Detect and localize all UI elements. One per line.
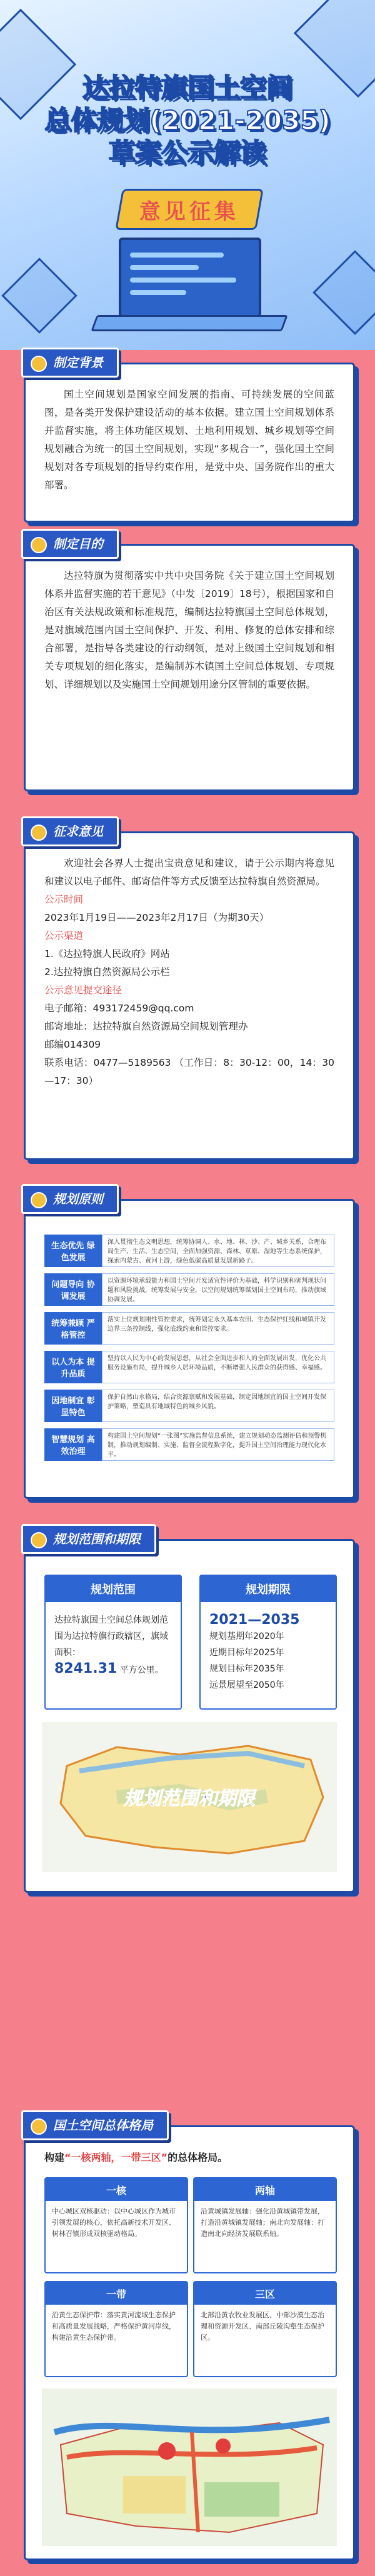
principles-table [44, 1235, 334, 1467]
address-text: 邮寄地址：达拉特旗自然资源局空间规划管理办 [44, 1021, 248, 1032]
opinion-badge-label: 意见征集 [139, 199, 239, 224]
laptop-base [91, 315, 288, 331]
period-range: 2021—2035 [209, 1612, 300, 1628]
period-base: 规划基期年2020年 [209, 1631, 284, 1641]
belt-head: 一带 [46, 2282, 187, 2305]
pattern-lead-suffix: 的总体格局。 [168, 2152, 228, 2163]
core-panel [44, 2177, 188, 2273]
opinion-badge [115, 189, 264, 230]
background-card [24, 363, 355, 523]
scope-area: 8241.31 [54, 1661, 118, 1676]
principle-name: 以人为本 提升品质 [44, 1351, 102, 1383]
laptop-screen [119, 238, 261, 318]
section-title: 国土空间总体格局 [53, 2118, 153, 2133]
zones-text: 北部沿黄农牧业发展区、中部沙漠生态治理和资源开发区、南部丘陵沟壑生态保护区。 [201, 2311, 324, 2342]
section-title: 规划范围和期限 [53, 1531, 141, 1546]
feedback-card [24, 831, 355, 1160]
laptop-illustration [94, 238, 281, 338]
belt-panel [44, 2281, 188, 2377]
submit-label: 公示意见提交途径 [44, 985, 122, 996]
zones-head: 三区 [194, 2282, 336, 2305]
section-title: 规划原则 [53, 1191, 103, 1206]
section-header-pattern [21, 2110, 169, 2140]
bullet-icon [31, 1532, 47, 1548]
map-label: 规划范围和期限 [124, 1788, 255, 1810]
scope-card [24, 1539, 355, 1893]
core-text: 中心城区双核驱动：以中心城区作为城市引领发展的核心，依托高新技术开发区、树林召镇形成双核驱动格局。 [52, 2207, 176, 2238]
scope-head: 规划范围 [46, 1576, 181, 1602]
time-label: 公示时间 [44, 894, 84, 905]
section-header-background [21, 348, 119, 378]
bullet-icon [31, 356, 47, 372]
hero-banner [0, 0, 375, 350]
principle-row [44, 1351, 334, 1383]
purpose-text: 达拉特旗为贯彻落实中共中央国务院《关于建立国土空间规划体系并监督实施的若干意见》（中发〔2019〕18号），根据国家和自治区有关法规政策和标准规范，编制达拉特旗国土空间总体规划，是对旗域范围内国土空间保护、开发、利用、修复的总体安排和综合部署，是指导各类建设的行动纲领，是对上级国土空间规划和相关专项规划的细化落实，是编制苏木镇国土空间总体规划、专项规划、详细规划以及实施国土空间规划用途分区管制的重要依据。 [44, 570, 334, 690]
postcode-text: 邮编014309 [44, 1039, 101, 1050]
section-title: 征求意见 [53, 824, 103, 839]
principle-desc: 深入贯彻生态文明思想，统筹协调人、水、地、林、沙、产、城乡关系，合理布局生产、生活、生态空间，全面加强资源、森林、草原、湿地等生态系统保护，探索内蒙古、黄河上游，绿色低碳高质量发展新路子。 [102, 1235, 334, 1267]
channel-notice-board: 2.达拉特旗自然资源局公示栏 [44, 966, 170, 978]
bullet-icon [31, 2118, 47, 2135]
zones-panel [193, 2281, 337, 2377]
pattern-lead [44, 2150, 228, 2164]
scope-unit: 平方公里。 [119, 1665, 164, 1675]
principle-name: 智慧规划 高效治理 [44, 1428, 102, 1461]
principle-name: 生态优先 绿色发展 [44, 1235, 102, 1267]
principle-desc: 以资源环境承载能力和国土空间开发适宜性评价为基础，科学识别和研判现状问题和风险挑战，统筹发展与安全，以空间规划统筹谋划国土空间布局，推动旗域协调发展。 [102, 1273, 334, 1306]
bullet-icon [31, 1192, 47, 1208]
principle-desc: 落实上位规划刚性管控要求，统筹划定永久基本农田、生态保护红线和城镇开发边界三条控制线，强化底线约束和管控要求。 [102, 1312, 334, 1345]
pattern-map [42, 2388, 337, 2546]
axes-text: 沿黄城镇发展轴：强化沿黄城镇带发展，打造沿黄城镇发展轴；南北向发展轴：打造南北向经济发展联系轴。 [201, 2207, 324, 2238]
section-header-principles [21, 1184, 119, 1214]
page-title-line3: 草案公示解读 [108, 138, 266, 168]
bullet-icon [31, 824, 47, 841]
principle-name: 因地制宜 彰显特色 [44, 1390, 102, 1422]
scope-text: 达拉特旗国土空间总体规划范围为达拉特旗行政辖区，旗域面积： [54, 1615, 168, 1658]
principle-row [44, 1312, 334, 1345]
email-text[interactable]: 电子邮箱：493172459@qq.com [44, 1003, 194, 1014]
purpose-card [24, 544, 355, 791]
section-header-purpose [21, 529, 119, 559]
principle-name: 统筹兼顾 严格管控 [44, 1312, 102, 1345]
axes-panel [193, 2177, 337, 2273]
period-vision: 远景展望至2050年 [209, 1680, 284, 1690]
principle-desc: 构建国土空间规划“一张图”实施监督信息系统，建立规划动态监测评估和预警机制，推动规划编制、实施、监督全流程数字化，提升国土空间治理能力现代化水平。 [102, 1428, 334, 1461]
principle-desc: 坚持以人民为中心的发展思想，从社会全面进步和人的全面发展出发，优化公共服务设施布局，提升城乡人居环境品质，不断增强人民群众的获得感、幸福感。 [102, 1351, 334, 1383]
belt-text: 沿黄生态保护带：落实黄河流域生态保护和高质量发展战略，严格保护黄河岸线，构建沿黄生态保护带。 [52, 2311, 176, 2342]
section-header-scope [21, 1524, 156, 1554]
page-title-line1: 达拉特旗国土空间 [82, 73, 292, 103]
period-head: 规划期限 [201, 1576, 336, 1602]
principle-desc: 保护自然山水格局，结合资源禀赋和发展基础，制定因地制宜的国土空间开发保护策略，塑造具有地域特色的城乡风貌。 [102, 1390, 334, 1422]
section-title: 制定背景 [53, 355, 103, 370]
principle-row [44, 1390, 334, 1422]
channel-website[interactable]: 1.《达拉特旗人民政府》网站 [44, 948, 170, 960]
phone-text: 联系电话：0477—5189563 （工作日：8：30-12：00，14：30—17：30） [44, 1057, 334, 1086]
section-header-feedback [21, 816, 119, 846]
pattern-lead-highlight: “一核两轴，一带三区” [64, 2152, 168, 2163]
feedback-intro: 欢迎社会各界人士提出宝贵意见和建议，请于公示期内将意见和建议以电子邮件、邮寄信件等方式反馈至达拉特旗自然资源局。 [44, 858, 334, 887]
scope-panel [44, 1575, 182, 1710]
section-title: 制定目的 [53, 536, 103, 551]
scope-map [42, 1722, 337, 1872]
principle-row [44, 1273, 334, 1306]
period-panel [199, 1575, 337, 1710]
pattern-lead-prefix: 构建 [44, 2152, 65, 2163]
decor-cube [1, 258, 78, 334]
bullet-icon [31, 537, 47, 553]
principle-row [44, 1235, 334, 1267]
pattern-card [24, 2125, 355, 2560]
time-value: 2023年1月19日——2023年2月17日（为期30天） [44, 912, 269, 923]
period-near: 近期目标年2025年 [209, 1648, 284, 1658]
background-text: 国土空间规划是国家空间发展的指南、可持续发展的空间蓝图，是各类开发保护建设活动的基本依据。建立国土空间规划体系并监督实施，将主体功能区规划、土地利用规划、城乡规划等空间规划融合为统一的国土空间规划，实现“多规合一”，强化国土空间规划对各专项规划的指导约束作用，是党中央、国务院作出的重大部署。 [44, 389, 334, 491]
principle-name: 问题导向 协调发展 [44, 1273, 102, 1306]
axes-head: 两轴 [194, 2178, 336, 2201]
principle-row [44, 1428, 334, 1461]
principles-card [24, 1199, 355, 1499]
period-target: 规划目标年2035年 [209, 1664, 284, 1674]
page-title-line2: 总体规划(2021-2035) [44, 105, 331, 136]
decor-cube [312, 250, 375, 335]
channel-label: 公示渠道 [44, 930, 84, 941]
core-head: 一核 [46, 2178, 187, 2201]
